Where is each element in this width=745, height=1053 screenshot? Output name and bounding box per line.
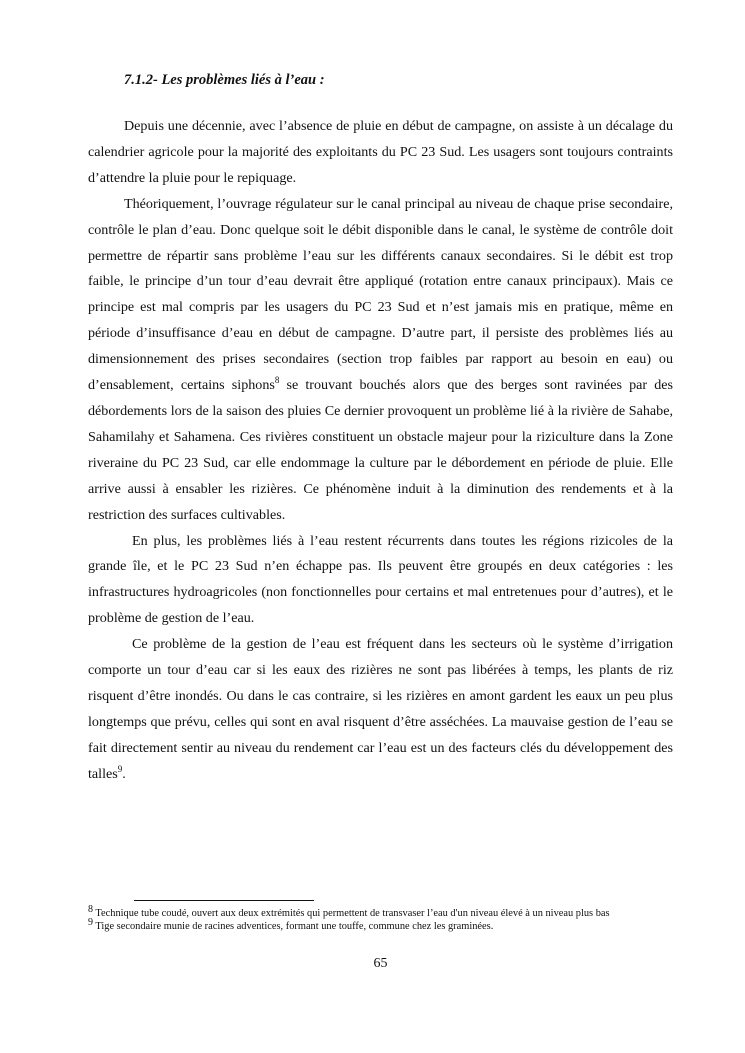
paragraph-text-part: se trouvant bouchés alors que des berges sont ravinées par des débordements lors de la saison des pluies Ce dernier provoquent un problème lié à la rivière de Sahabe, Sahamilahy et Sahamena. Ces rivières constituent un obstacle majeur pour la riziculture dans la Zone riveraine du PC 23 Sud, car elle endommage la culture par le débordement en période de pluie. Elle arrive aussi à ensabler les rizières. Ce phénomène induit à la diminution des rendements et à la restriction des surfaces cultivables. [88, 377, 673, 523]
section-heading: 7.1.2- Les problèmes liés à l’eau : [124, 72, 325, 88]
document-page [88, 0, 673, 1053]
footnote-reference-8[interactable]: 8 [274, 375, 280, 386]
footnote-separator [134, 900, 314, 901]
paragraph-water-management [88, 632, 673, 787]
paragraph-text-part: Théoriquement, l’ouvrage régulateur sur le canal principal au niveau de chaque prise secondaire, contrôle le plan d’eau. Donc quelque soit le débit disponible dans le canal, le système de contrôle doit permettre de répartir sans problème l’eau sur les différents canaux secondaires. Si le débit est trop faible, le principe d’un tour d’eau devrait être appliqué (rotation entre canaux principaux). Mais ce principe est mal compris par les usagers du PC 23 Sud et n’est jamais mis en pratique, même en période d’insuffisance d’eau en début de campagne. D’autre part, il persiste des problèmes liés au dimensionnement des prises secondaires (section trop faibles par rapport au besoin en eau) ou d’ensablement, certains siphons [88, 195, 673, 394]
paragraph-text-part: Ce problème de la gestion de l’eau est fréquent dans les secteurs où le système d’irrigation comporte un tour d’eau car si les eaux des rizières ne sont pas libérées à temps, les plants de riz risquent d’être inondés. Ou dans le cas contraire, si les rizières en amont gardent les eaux un peu plus longtemps que prévu, celles qui sont en aval risquent d’être asséchées. La mauvaise gestion de l’eau se fait directement sentir au niveau du rendement car l’eau est un des facteurs clés du développement des talles [88, 636, 673, 782]
body-text [88, 114, 673, 788]
footnote-number: 9 [88, 917, 93, 928]
paragraph-rainfall-delay: Depuis une décennie, avec l’absence de pluie en début de campagne, on assiste à un décalage du calendrier agricole pour la majorité des exploitants du PC 23 Sud. Les usagers sont toujours contraints d’attendre la pluie pour le repiquage. [88, 118, 673, 186]
footnote-text: Tige secondaire munie de racines adventices, formant une touffe, commune chez les graminées. [93, 921, 494, 932]
page-number: 65 [373, 956, 388, 971]
footnote-9 [88, 917, 673, 933]
paragraph-regulator-structure [88, 192, 673, 529]
footnote-number: 8 [88, 904, 93, 915]
footnote-text: Technique tube coudé, ouvert aux deux extrémités qui permettent de transvaser l’eau d'un niveau élevé à un niveau plus bas [93, 908, 610, 919]
paragraph-recurrent-problems: En plus, les problèmes liés à l’eau restent récurrents dans toutes les régions rizicoles de la grande île, et le PC 23 Sud n’en échappe pas. Ils peuvent être groupés en deux catégories : les infrastructures hydroagricoles (non fonctionnelles pour certains et mal entretenues pour d’autres), et le problème de gestion de l’eau. [88, 532, 673, 627]
footnotes [88, 904, 673, 933]
paragraph-text-part: . [122, 765, 126, 782]
footnote-reference-9[interactable]: 9 [117, 763, 123, 774]
footnote-8 [88, 904, 673, 920]
